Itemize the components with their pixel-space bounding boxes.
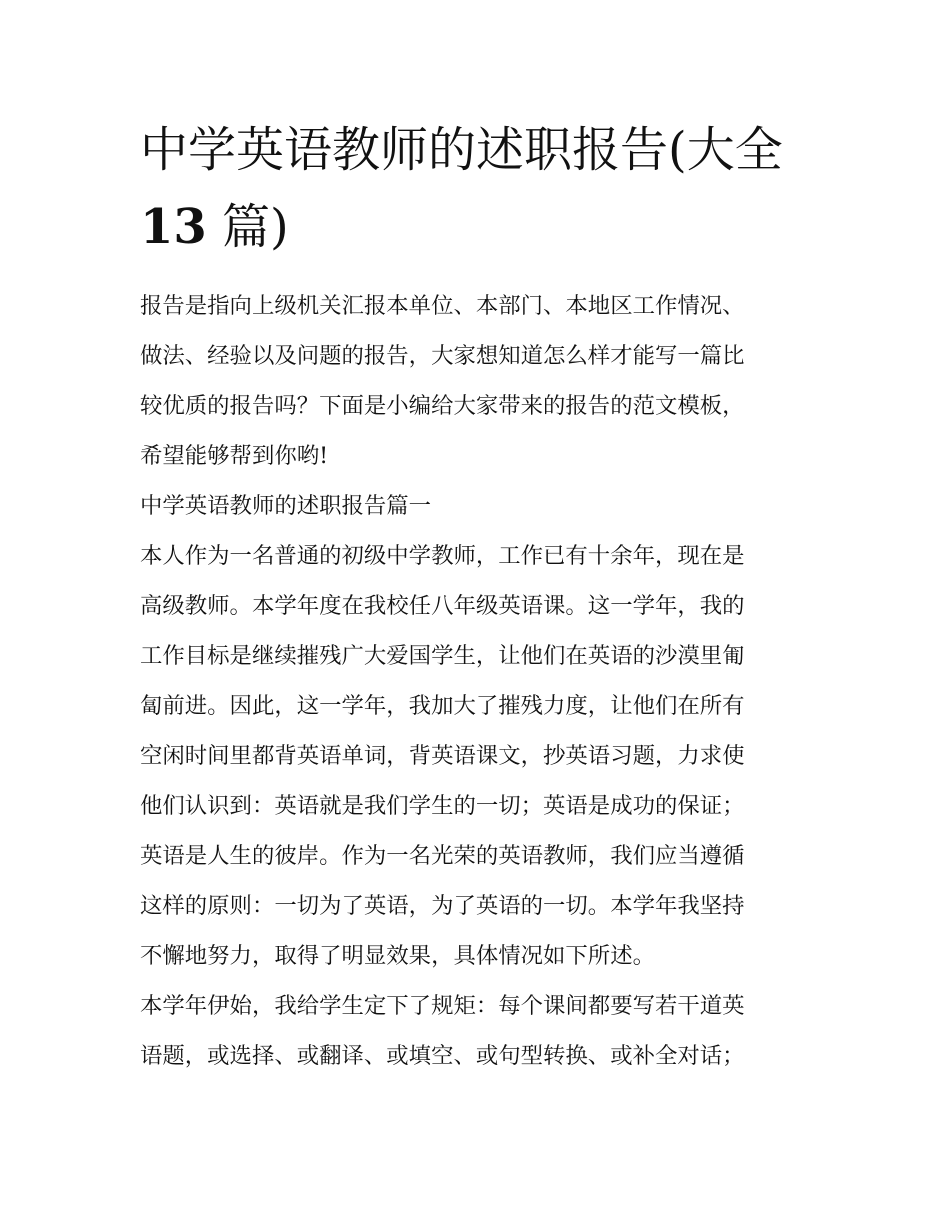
body-paragraph-2 xyxy=(140,981,812,1081)
title-line-2 xyxy=(140,189,812,266)
section-heading xyxy=(140,481,812,531)
document-title xyxy=(140,112,812,266)
intro-paragraph xyxy=(140,281,812,481)
text-line: 语题，或选择、或翻译、或填空、或句型转换、或补全对话； xyxy=(140,1043,745,1069)
text-line: 希望能够帮到你哟! xyxy=(140,443,329,469)
text-line: 中学英语教师的述职报告篇一 xyxy=(140,493,432,519)
text-line: 本学年伊始，我给学生定下了规矩：每个课间都要写若干道英 xyxy=(140,993,745,1019)
text-line: 他们认识到：英语就是我们学生的一切；英语是成功的保证； xyxy=(140,793,745,819)
document-body xyxy=(140,281,812,1081)
text-line: 报告是指向上级机关汇报本单位、本部门、本地区工作情况、 xyxy=(140,293,745,319)
text-line: 工作目标是继续摧残广大爱国学生，让他们在英语的沙漠里匍 xyxy=(140,643,745,669)
text-line: 英语是人生的彼岸。作为一名光荣的英语教师，我们应当遵循 xyxy=(140,843,745,869)
text-line: 做法、经验以及问题的报告，大家想知道怎么样才能写一篇比 xyxy=(140,343,745,369)
text-line: 本人作为一名普通的初级中学教师，工作已有十余年，现在是 xyxy=(140,543,745,569)
title-tail: 篇) xyxy=(206,199,289,255)
document-page xyxy=(140,112,812,1081)
text-line: 较优质的报告吗？下面是小编给大家带来的报告的范文模板， xyxy=(140,393,745,419)
title-line-1: 中学英语教师的述职报告(大全 xyxy=(140,122,783,178)
text-line: 这样的原则：一切为了英语，为了英语的一切。本学年我坚持 xyxy=(140,893,745,919)
title-number: 13 xyxy=(140,199,207,255)
text-line: 空闲时间里都背英语单词，背英语课文，抄英语习题，力求使 xyxy=(140,743,745,769)
text-line: 高级教师。本学年度在我校任八年级英语课。这一学年，我的 xyxy=(140,593,745,619)
body-paragraph-1 xyxy=(140,531,812,981)
text-line: 不懈地努力，取得了明显效果，具体情况如下所述。 xyxy=(140,943,655,969)
text-line: 匐前进。因此，这一学年，我加大了摧残力度，让他们在所有 xyxy=(140,693,745,719)
